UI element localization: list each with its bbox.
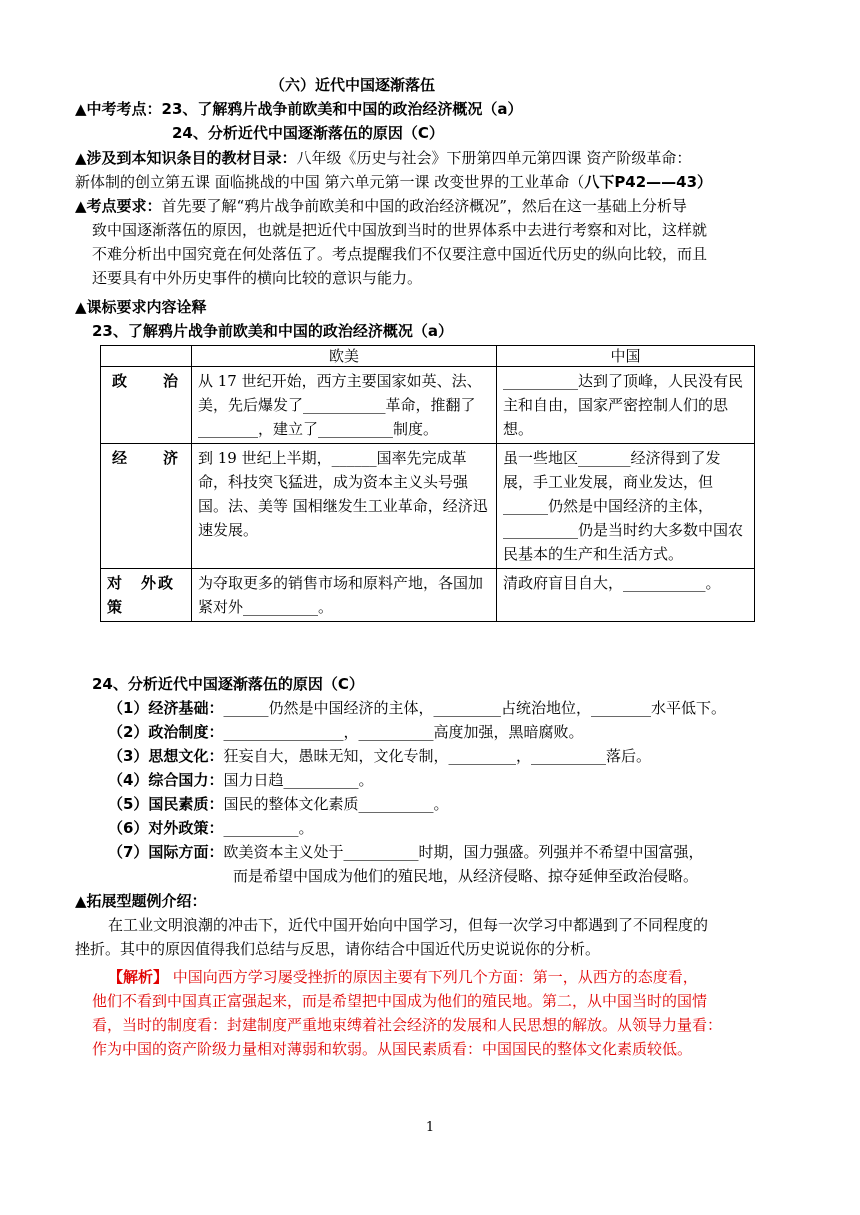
textbook-text-1: 八年级《历史与社会》下册第四单元第四课 资产阶级革命： (296, 149, 692, 167)
politics-china-cell: __________达到了顶峰，人民没有民主和自由，国家严密控制人们的思想。 (497, 367, 755, 444)
row-label-foreign-policy: 对 外政 策 (101, 569, 192, 622)
reason-1-label: （1）经济基础： (108, 699, 224, 717)
reason-1 (108, 697, 726, 719)
table-row-politics (101, 367, 755, 444)
economy-west-cell: 到 19 世纪上半期，______国率先完成革命，科技突飞猛进，成为资本主义头号强国。法、美等 国相继发生工业革命，经济迅速发展。 (192, 444, 497, 569)
exam-points-line1 (75, 98, 523, 120)
foreign-west-cell: 为夺取更多的销售市场和原料产地，各国加紧对外__________。 (192, 569, 497, 622)
foreign-china-cell: 清政府盲目自大，___________。 (497, 569, 755, 622)
textbook-text-2a: 新体制的创立第五课 面临挑战的中国 第六单元第一课 改变世界的工业革命（ (75, 173, 585, 191)
requirements-text-2: 致中国逐渐落伍的原因，也就是把近代中国放到当时的世界体系中去进行考察和对比，这样就 (92, 221, 708, 239)
reason-5-text: 国民的整体文化素质__________。 (223, 795, 449, 813)
reason-7-label: （7）国际方面： (108, 843, 224, 861)
reason-7-text-2: 而是希望中国成为他们的殖民地，从经济侵略、掠夺延伸至政治侵略。 (233, 867, 699, 885)
exam-point-23: 23、了解鸦片战争前欧美和中国的政治经济概况（a） (161, 100, 523, 118)
analysis-tag: 【解析】 (108, 968, 169, 986)
reason-4 (108, 769, 373, 791)
table-row-economy (101, 444, 755, 569)
table-row-foreign-policy (101, 569, 755, 622)
analysis-text-3: 看，当时的制度看：封建制度严重地束缚着社会经济的发展和人民思想的解放。从领导力量看： (92, 1016, 723, 1034)
exam-point-24: 24、分析近代中国逐渐落伍的原因（C） (172, 124, 444, 142)
standards-sub-23: 23、了解鸦片战争前欧美和中国的政治经济概况（a） (92, 322, 453, 340)
reason-4-text: 国力日趋__________。 (223, 771, 374, 789)
requirements-text-4: 还要具有中外历史事件的横向比较的意识与能力。 (92, 269, 423, 287)
reasons-sub-24: 24、分析近代中国逐渐落伍的原因（C） (92, 675, 364, 693)
reason-7 (108, 841, 703, 863)
analysis-text-4: 作为中国的资产阶级力量相对薄弱和软弱。从国民素质看：中国国民的整体文化素质较低。 (92, 1040, 693, 1058)
reason-1-text: ______仍然是中国经济的主体，_________占统治地位，________水平低下。 (223, 699, 726, 717)
economy-china-cell: 虽一些地区_______经济得到了发展，手工业发展，商业发达，但______仍然是中国经济的主体，__________仍是当时约大多数中国农民基本的生产和生活方式。 (497, 444, 755, 569)
extension-label: ▲拓展型题例介绍： (75, 892, 207, 910)
reason-6 (108, 817, 313, 839)
reason-5-label: （5）国民素质： (108, 795, 224, 813)
analysis-text-1: 中国向西方学习屡受挫折的原因主要有下列几个方面：第一，从西方的态度看， (172, 968, 698, 986)
page-number: 1 (425, 1120, 435, 1135)
extension-question-1: 在工业文明浪潮的冲击下，近代中国开始向中国学习，但每一次学习中都遇到了不同程度的 (108, 916, 709, 934)
reason-6-label: （6）对外政策： (108, 819, 224, 837)
analysis-text-2: 他们不看到中国真正富强起来，而是希望把中国成为他们的殖民地。第二，从中国当时的国情 (92, 992, 708, 1010)
reason-7-text-1: 欧美资本主义处于__________时期，国力强盛。列强并不希望中国富强， (223, 843, 704, 861)
standards-label: ▲课标要求内容诠释 (75, 298, 207, 316)
requirements-label: ▲考点要求： (75, 197, 162, 215)
row-label-politics: 政 治 (101, 367, 192, 444)
comparison-table (100, 345, 755, 622)
reason-3-text: 狂妄自大，愚昧无知，文化专制，_________，__________落后。 (223, 747, 651, 765)
reason-2-label: （2）政治制度： (108, 723, 224, 741)
table-header-row (101, 346, 755, 367)
reason-2 (108, 721, 583, 743)
textbook-line2 (75, 171, 712, 193)
col-header-china: 中国 (497, 346, 755, 367)
reason-5 (108, 793, 448, 815)
reason-4-label: （4）综合国力： (108, 771, 224, 789)
requirements-text-3: 不难分析出中国究竟在何处落伍了。考点提醒我们不仅要注意中国近代历史的纵向比较，而且 (92, 245, 708, 263)
extension-question-2: 挫折。其中的原因值得我们总结与反思，请你结合中国近代历史说说你的分析。 (75, 940, 601, 958)
section-title: （六）近代中国逐渐落伍 (270, 76, 436, 94)
reason-2-text: ________________，__________高度加强，黑暗腐败。 (223, 723, 584, 741)
reason-3-label: （3）思想文化： (108, 747, 224, 765)
table-corner-cell (101, 346, 192, 367)
reason-3 (108, 745, 651, 767)
reason-6-text: __________。 (223, 819, 314, 837)
textbook-text-2b: 八下P42——43） (584, 173, 713, 191)
requirements-line1 (75, 195, 687, 217)
row-label-economy: 经 济 (101, 444, 192, 569)
textbook-label: ▲涉及到本知识条目的教材目录： (75, 149, 297, 167)
col-header-west: 欧美 (192, 346, 497, 367)
exam-points-label: ▲中考考点： (75, 100, 162, 118)
requirements-text-1: 首先要了解“鸦片战争前欧美和中国的政治经济概况”，然后在这一基础上分析导 (161, 197, 687, 215)
analysis-line1 (108, 966, 698, 988)
textbook-line1 (75, 147, 691, 169)
politics-west-cell: 从 17 世纪开始，西方主要国家如英、法、美，先后爆发了___________革命，推翻了________，建立了__________制度。 (192, 367, 497, 444)
